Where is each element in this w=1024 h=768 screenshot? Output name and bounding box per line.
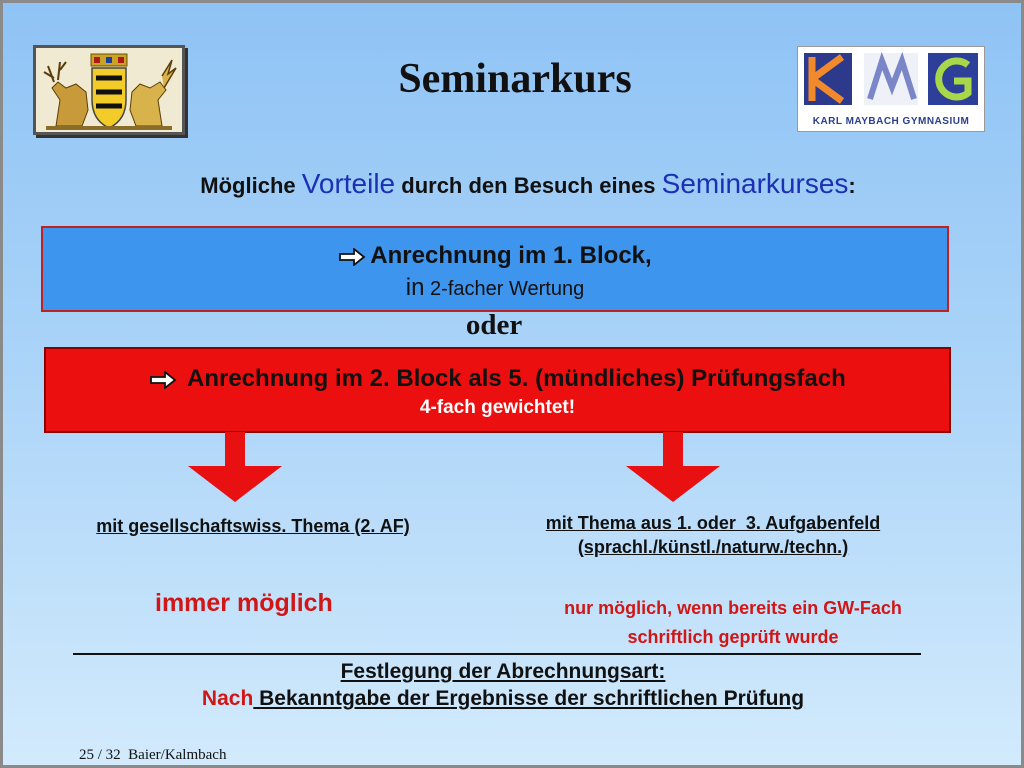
branch-left-label: mit gesellschaftswiss. Thema (2. AF) xyxy=(96,516,410,536)
subtitle-part1: Mögliche xyxy=(200,173,302,198)
conclusion-line2-rest: Bekanntgabe der Ergebnisse der schriftlichen Prüfung xyxy=(253,687,805,710)
slide-title: Seminarkurs xyxy=(398,56,632,102)
option1-line2-in: in xyxy=(405,274,425,301)
subtitle-part3: : xyxy=(848,173,856,198)
option2-line1-text: Anrechnung im 2. Block als 5. (mündliches) Prüfungsfach xyxy=(187,365,846,392)
option2-line1 xyxy=(46,365,949,393)
right-arrow-icon xyxy=(338,248,366,266)
subtitle-em-vorteile: Vorteile xyxy=(301,168,396,199)
option2-box xyxy=(44,347,951,433)
option2-line2: 4-fach gewichtet! xyxy=(419,397,576,418)
branch-right-label-line2: (sprachl./künstl./naturw./techn.) xyxy=(577,537,849,557)
down-arrow-left-icon xyxy=(188,432,282,502)
branch-right-note xyxy=(493,594,973,652)
kmg-school-logo xyxy=(797,46,985,132)
option1-line1-text: Anrechnung im 1. Block, xyxy=(370,242,652,269)
down-arrow-right-icon xyxy=(626,432,720,502)
conclusion xyxy=(3,658,1003,712)
branch-left-note: immer möglich xyxy=(155,589,333,617)
branch-right-label xyxy=(473,511,953,559)
subtitle xyxy=(3,168,1024,200)
kmg-logo-caption: KARL MAYBACH GYMNASIUM xyxy=(812,116,970,127)
slide-footer: 25 / 32 Baier/Kalmbach xyxy=(79,747,227,763)
option1-line2 xyxy=(43,274,947,302)
conclusion-line1: Festlegung der Abrechnungsart: xyxy=(340,660,666,683)
option1-line2-rest: 2-facher Wertung xyxy=(424,278,585,300)
kmg-logo-icon xyxy=(798,47,984,111)
option1-box xyxy=(41,226,949,312)
option1-line1 xyxy=(43,242,947,270)
branch-right-note-line1: nur möglich, wenn bereits ein GW-Fach xyxy=(564,598,902,618)
branch-right-label-line1: mit Thema aus 1. oder 3. Aufgabenfeld xyxy=(545,513,881,533)
right-arrow-icon xyxy=(149,371,177,389)
conclusion-line2 xyxy=(3,685,1003,712)
divider-line xyxy=(73,653,921,655)
branch-right-note-line2: schriftlich geprüft wurde xyxy=(627,627,839,647)
conclusion-line2-nach: Nach xyxy=(201,687,254,710)
subtitle-em-seminarkurses: Seminarkurses xyxy=(661,168,849,199)
oder-separator: oder xyxy=(465,309,523,341)
subtitle-part2: durch den Besuch eines xyxy=(395,173,662,198)
